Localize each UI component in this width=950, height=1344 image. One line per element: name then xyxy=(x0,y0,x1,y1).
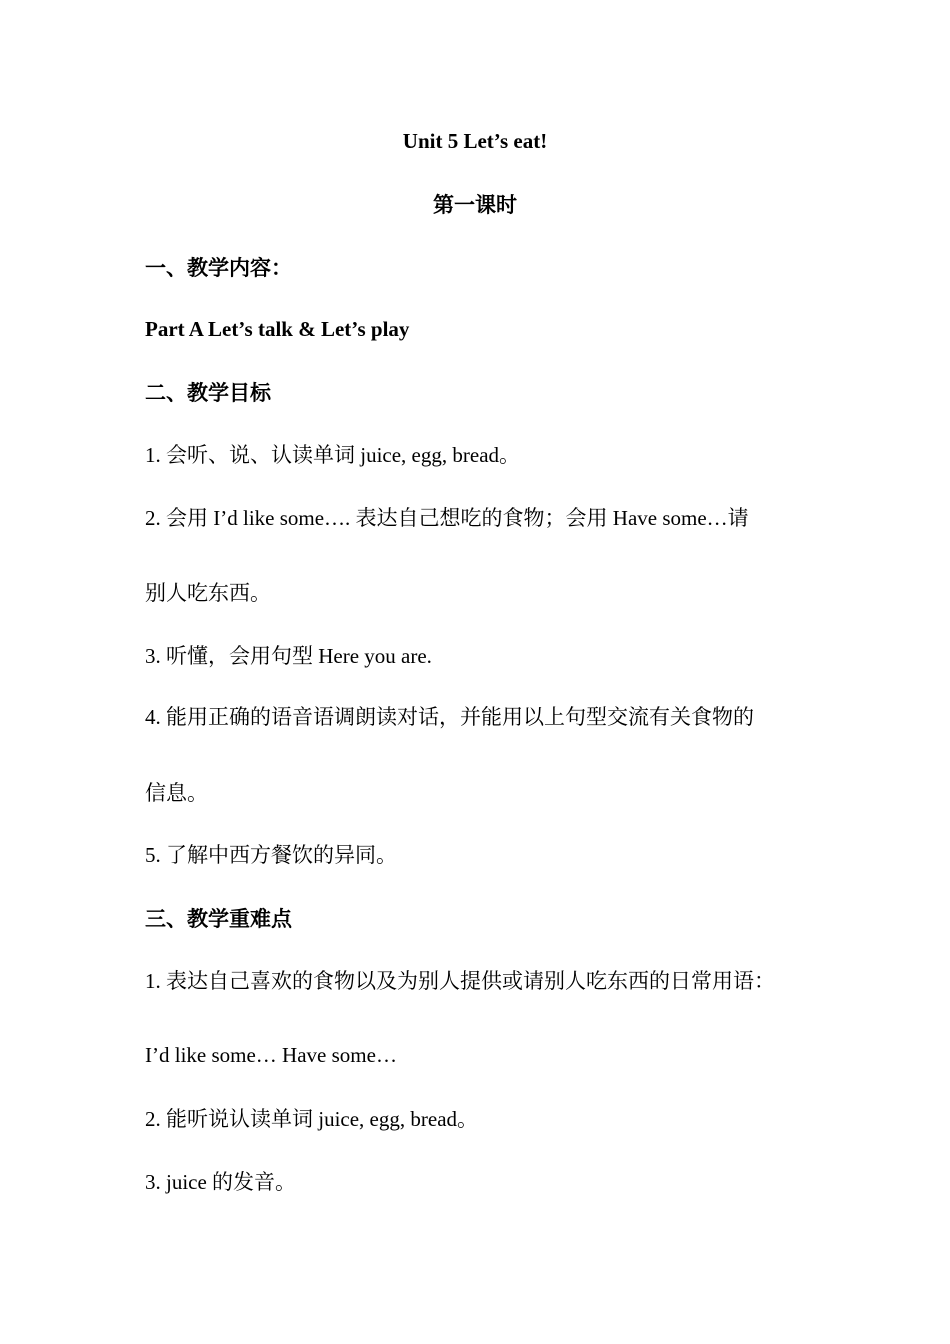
lesson-subtitle: 第一课时 xyxy=(433,193,517,217)
section-heading-content: 一、教学内容： xyxy=(145,256,292,280)
objective-line: 2. 会用 I’d like some…. 表达自己想吃的食物；会用 Have some…请 xyxy=(145,506,749,530)
document-title: Unit 5 Let’s eat! xyxy=(402,129,548,153)
keypoint-line: 2. 能听说认读单词 juice, egg, bread。 xyxy=(145,1107,479,1131)
objective-line: 3. 听懂，会用句型 Here you are. xyxy=(145,644,432,668)
keypoint-line: I’d like some… Have some… xyxy=(145,1043,397,1067)
keypoint-line: 1. 表达自己喜欢的食物以及为别人提供或请别人吃东西的日常用语： xyxy=(145,969,775,993)
objective-line: 1. 会听、说、认读单词 juice, egg, bread。 xyxy=(145,443,521,467)
objective-line: 信息。 xyxy=(145,781,208,805)
objective-line: 别人吃东西。 xyxy=(145,581,271,605)
lesson-part: Part A Let’s talk & Let’s play xyxy=(145,317,410,341)
objective-line: 4. 能用正确的语音语调朗读对话，并能用以上句型交流有关食物的 xyxy=(145,705,754,729)
section-heading-keypoints: 三、教学重难点 xyxy=(145,907,292,931)
objective-line: 5. 了解中西方餐饮的异同。 xyxy=(145,843,397,867)
keypoint-line: 3. juice 的发音。 xyxy=(145,1170,297,1194)
section-heading-objectives: 二、教学目标 xyxy=(145,381,271,405)
